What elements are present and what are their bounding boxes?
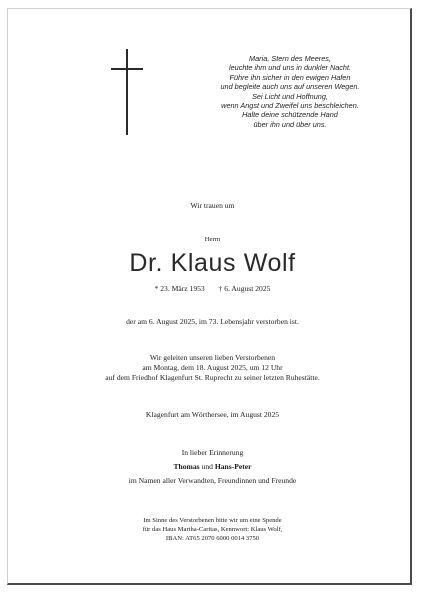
funeral-line: auf dem Friedhof Klagenfurt St. Ruprecht zu seiner letzten Ruhestätte. <box>105 373 320 383</box>
funeral-line: am Montag, dem 18. August 2025, um 12 Uhr <box>142 363 283 373</box>
poem-line: leuchte ihm und uns in dunkler Nacht. <box>228 63 352 73</box>
poem-line: Führe ihn sicher in den ewigen Hafen <box>229 72 351 82</box>
donation-line: IBAN: AT65 2070 6000 0014 3750 <box>165 534 260 542</box>
death-date: † 6. August 2025 <box>218 284 271 293</box>
life-dates <box>0 284 425 293</box>
poem-line: über ihn und über uns. <box>253 119 327 129</box>
birth-date: * 23. März 1953 <box>154 284 205 293</box>
intro-text: Wir trauen um <box>190 201 235 210</box>
donation-info <box>0 517 425 543</box>
salutation: Herrn <box>204 236 221 243</box>
mourner-name: Hans-Peter <box>214 462 252 471</box>
poem-line: Sei Licht und Hoffnung, <box>252 91 328 101</box>
cross-icon <box>111 49 143 135</box>
deceased-name: Dr. Klaus Wolf <box>129 249 296 277</box>
donation-line: Im Sinne des Verstorbenen bitte wir um eine Spende <box>143 517 282 524</box>
memory-title: In lieber Erinnerung <box>181 448 244 457</box>
poem-line: Maria, Stern des Meeres, <box>249 54 331 63</box>
family-note: im Namen aller Verwandten, Freundinnen und Freunde <box>128 476 297 485</box>
place-date: Klagenfurt am Wörthersee, im August 2025 <box>145 410 280 419</box>
mourner-conjunction: und <box>201 462 213 471</box>
poem-line: wenn Angst und Zweifel uns beschleichen. <box>221 101 359 111</box>
poem-line: Halte deine schützende Hand <box>242 110 338 120</box>
funeral-info <box>0 353 425 384</box>
mourner-name: Thomas <box>173 462 200 471</box>
memory-block <box>0 446 425 488</box>
poem-line: und begleite auch uns auf unseren Wegen. <box>220 82 360 92</box>
mourners <box>0 460 425 474</box>
donation-line: für das Haus Martha-Caritas, Kennwort: Klaus Wolf, <box>142 525 283 533</box>
death-note: der am 6. August 2025, im 73. Lebensjahr verstorben ist. <box>126 317 299 326</box>
poem <box>210 54 370 129</box>
funeral-line: Wir geleiten unseren lieben Verstorbenen <box>149 353 276 362</box>
